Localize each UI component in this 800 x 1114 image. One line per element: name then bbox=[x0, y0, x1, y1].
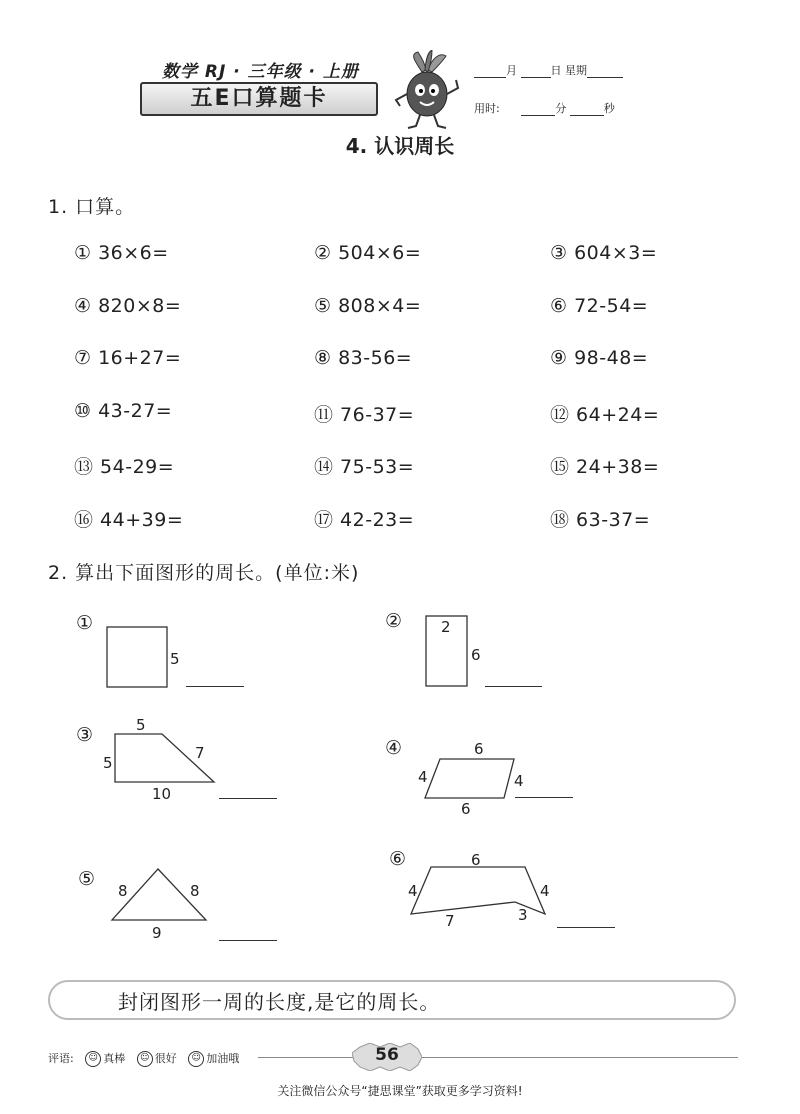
footer-rule-right bbox=[420, 1057, 738, 1058]
problem-1: ① 36×6= bbox=[74, 242, 169, 264]
figure6-right-label: 4 bbox=[540, 882, 550, 900]
problem-12: ⑫ 64+24= bbox=[550, 404, 660, 426]
figure3-number: ③ bbox=[76, 724, 94, 746]
figure4-number: ④ bbox=[385, 737, 403, 759]
figure5-right-label: 8 bbox=[190, 882, 200, 900]
problem-16: ⑯ 44+39= bbox=[74, 509, 184, 531]
banner-title: 五E口算题卡 bbox=[140, 82, 378, 116]
evaluation-great: 真棒 bbox=[103, 1052, 126, 1065]
footer-text: 关注微信公众号“捷思课堂”获取更多学习资料! bbox=[277, 1084, 523, 1098]
figure2-width-label: 2 bbox=[441, 618, 451, 636]
radish-mascot-icon bbox=[392, 50, 462, 130]
figure6-number: ⑥ bbox=[389, 848, 407, 870]
problem-9: ⑨ 98-48= bbox=[550, 347, 649, 369]
problem-10: ⑩ 43-27= bbox=[74, 400, 173, 422]
figure4-right-label: 4 bbox=[514, 772, 524, 790]
figure6-top-label: 6 bbox=[471, 851, 481, 869]
problem-18: ⑱ 63-37= bbox=[550, 509, 651, 531]
subject-label: 数学 RJ · 三年级 · 上册 bbox=[162, 62, 359, 82]
minutes-label: 分 bbox=[555, 102, 567, 115]
problem-4: ④ 820×8= bbox=[74, 295, 182, 317]
figure6-pentagon bbox=[405, 862, 553, 918]
problem-15: ⑮ 24+38= bbox=[550, 456, 660, 478]
great-face-icon[interactable]: ☺ bbox=[85, 1051, 101, 1067]
figure6-left-label: 4 bbox=[408, 882, 418, 900]
figure5-answer-blank[interactable] bbox=[219, 940, 277, 941]
figure5-left-label: 8 bbox=[118, 882, 128, 900]
figure5-number: ⑤ bbox=[78, 868, 96, 890]
evaluation-good: 很好 bbox=[154, 1052, 177, 1065]
problem-7: ⑦ 16+27= bbox=[74, 347, 182, 369]
figure3-bottom-label: 10 bbox=[152, 785, 172, 803]
footer-rule-left bbox=[258, 1057, 354, 1058]
date-line bbox=[474, 62, 623, 78]
minutes-blank[interactable] bbox=[521, 105, 555, 116]
problem-3: ③ 604×3= bbox=[550, 242, 658, 264]
section1-heading: 1. 口算。 bbox=[48, 196, 136, 218]
seconds-blank[interactable] bbox=[570, 105, 604, 116]
figure2-answer-blank[interactable] bbox=[485, 686, 542, 687]
figure2-height-label: 6 bbox=[471, 646, 481, 664]
figure4-top-label: 6 bbox=[474, 740, 484, 758]
cheer-face-icon[interactable]: ☺ bbox=[188, 1051, 204, 1067]
month-blank[interactable] bbox=[474, 67, 506, 78]
seconds-label: 秒 bbox=[603, 102, 615, 115]
note-text: 封闭图形一周的长度,是它的周长。 bbox=[118, 990, 441, 1014]
figure3-top-label: 5 bbox=[136, 716, 146, 734]
problem-11: ⑪ 76-37= bbox=[314, 404, 415, 426]
problem-14: ⑭ 75-53= bbox=[314, 456, 415, 478]
day-label: 日 bbox=[550, 64, 562, 77]
time-label: 用时: bbox=[474, 102, 500, 115]
problem-5: ⑤ 808×4= bbox=[314, 295, 422, 317]
good-face-icon[interactable]: ☺ bbox=[137, 1051, 153, 1067]
time-line bbox=[474, 100, 615, 116]
day-blank[interactable] bbox=[521, 67, 551, 78]
figure1-number: ① bbox=[76, 612, 94, 634]
lesson-title: 4. 认识周长 bbox=[345, 134, 455, 158]
figure2-number: ② bbox=[385, 610, 403, 632]
problem-6: ⑥ 72-54= bbox=[550, 295, 649, 317]
evaluation-label: 评语: bbox=[48, 1052, 74, 1065]
figure1-square bbox=[100, 620, 180, 695]
figure3-answer-blank[interactable] bbox=[219, 798, 277, 799]
figure3-left-label: 5 bbox=[103, 754, 113, 772]
evaluation-cheer: 加油哦 bbox=[206, 1052, 240, 1065]
problem-13: ⑬ 54-29= bbox=[74, 456, 175, 478]
figure4-answer-blank[interactable] bbox=[515, 797, 573, 798]
figure6-bottom-left-label: 7 bbox=[445, 912, 455, 930]
evaluation-row bbox=[48, 1050, 239, 1067]
problem-8: ⑧ 83-56= bbox=[314, 347, 413, 369]
weekday-label: 星期 bbox=[565, 64, 587, 77]
page-number: 56 bbox=[375, 1045, 399, 1065]
weekday-blank[interactable] bbox=[587, 67, 623, 78]
figure1-side-label: 5 bbox=[170, 650, 180, 668]
figure4-bottom-label: 6 bbox=[461, 800, 471, 818]
figure4-parallelogram bbox=[420, 754, 520, 804]
section2-heading: 2. 算出下面图形的周长。(单位:米) bbox=[48, 562, 360, 584]
figure6-bottom-right-label: 3 bbox=[518, 906, 528, 924]
month-label: 月 bbox=[506, 64, 517, 77]
figure6-answer-blank[interactable] bbox=[557, 927, 615, 928]
figure4-left-label: 4 bbox=[418, 768, 428, 786]
problem-2: ② 504×6= bbox=[314, 242, 422, 264]
figure3-slant-label: 7 bbox=[195, 744, 205, 762]
problem-17: ⑰ 42-23= bbox=[314, 509, 415, 531]
figure1-answer-blank[interactable] bbox=[186, 686, 244, 687]
figure5-base-label: 9 bbox=[152, 924, 162, 942]
